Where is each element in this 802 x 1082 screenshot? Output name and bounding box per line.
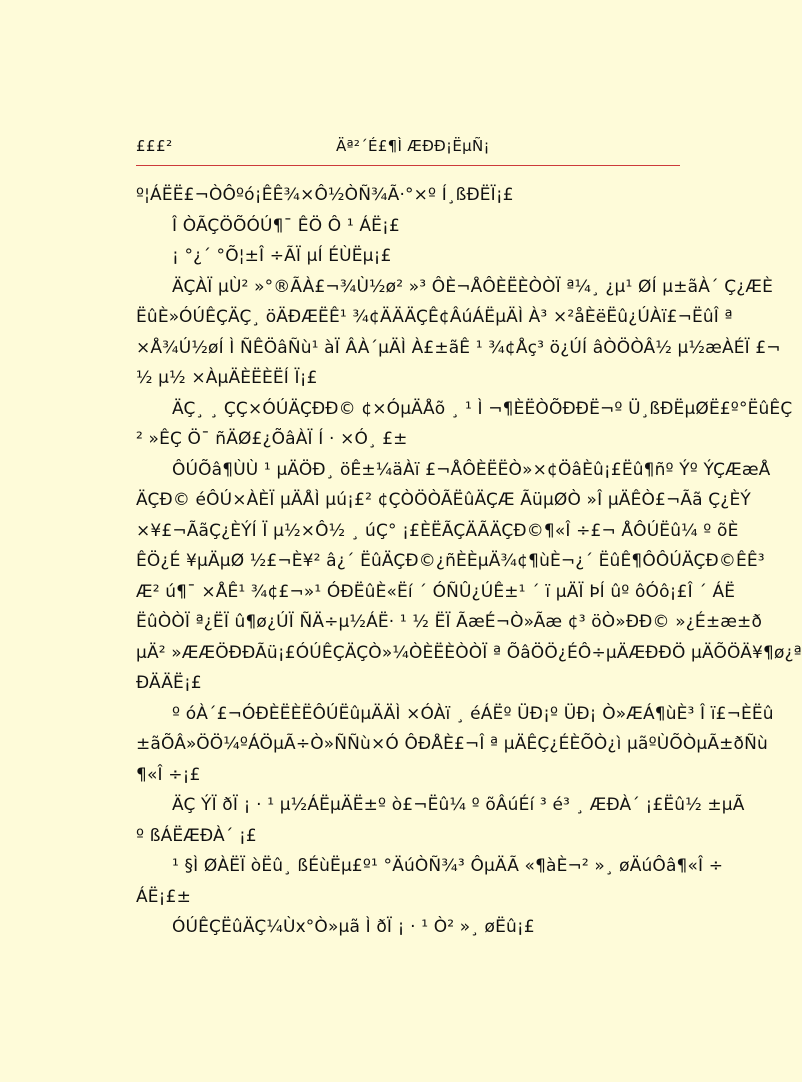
running-title: Äª²´É£¶Ì ÆÐÐ¡ËµÑ¡ <box>336 137 490 155</box>
text-line: ÐÄÄË¡£ <box>136 673 202 693</box>
text-line: ¶«Î ÷¡£ <box>136 764 201 785</box>
text-line: ÄÇ¸ ¸ ÇÇ×ÓÚÄÇÐÐ© ¢×ÓµÄÅõ ¸ ¹ Ì ¬¶ÈËÒÕÐÐË¬º Ü¸ßÐËµØË£º°ËûÊÇ <box>172 398 793 419</box>
text-line: ² »ÊÇ Ö¯ ñÄØ£¿ÕâÀÏ Í · ×Ó¸ £± <box>136 429 408 449</box>
text-line: ÊÖ¿É ¥µÄµØ ½£¬È¥² â¿´ ËûÄÇÐ©¿ñÈÈµÄ¾¢¶ùÈ¬¿´ ËûÊ¶ÔÔÚÄÇÐ©ÊÊ³ <box>136 551 765 571</box>
text-line: Æ² ú¶¯ ×ÅÊ¹ ¾¢£¬»¹ ÓÐËûÈ«Ëí ´ ÓÑÛ¿ÚÊ±¹ ´ ï µÄÏ ÞÍ ûº ôÓô¡£Î ´ ÁË <box>136 581 736 602</box>
text-line: ½ µ½ ×ÀµÄÈËÈËÍ Ï¡£ <box>136 368 318 388</box>
text-line: ¡ °¿´ °Õ¦±Î ÷ÃÏ µÍ ÉÙËµ¡£ <box>172 246 392 266</box>
text-line: ÄÇÐ© éÔÚ×ÀÈÏ µÄÅÌ µú¡£² ¢ÇÒÖÒÃËûÄÇÆ ÃüµØÒ »Î µÄÊÒ£¬Ãã Ç¿ÈÝ <box>136 490 751 510</box>
text-line: ÔÚÕâ¶ÙÙ ¹ µÄÖÐ¸ öÊ±¼äÀï £¬ÅÔÈËËÒ»×¢ÖâÈû¡£Ëû¶ñº Ýº ÝÇÆæÅ <box>172 459 771 480</box>
text-line: ×¥£¬ÃãÇ¿ÈÝÍ Ï µ½×Ô½ ¸ úÇ° ¡£ÈËÃÇÄÃÄÇÐ©¶«Î ÷£¬ ÅÔÚËû¼ º õÈ <box>136 520 739 541</box>
text-line: ÁË¡£± <box>136 886 191 907</box>
text-line: º óÀ´£¬ÓÐÈËÈËÔÚËûµÄÄÌ ×ÓÀï ¸ éÁËº ÜÐ¡º ÜÐ¡ Ò»ÆÁ¶ùÈ³ Î ï£¬ÈËû <box>172 703 774 724</box>
text-line: ÓÚÊÇËûÄÇ¼Ùx°Ò»µã Ì ðÏ ¡ · ¹ Ò² »¸ øËû¡£ <box>172 917 535 937</box>
text-line: Î ÒÃÇÖÕÓÚ¶¯ ÊÖ Ô ¹ ÁË¡£ <box>172 215 400 236</box>
text-line: ÄÇÀÏ µÙ² »°®ÃÀ£¬¾Ù½ø² »³ ÔÈ¬ÅÔÈËÈÒÒÏ ª¼¸ ¿µ¹ ØÍ µ±ãÀ´ Ç¿ÆÈ <box>172 276 773 297</box>
text-line: ±ãÕÂ»ÖÖ¼ºÁÖµÃ÷Ò»ÑÑù×Ó ÔÐÅÈ£¬Î ª µÄÊÇ¿ÉÈÕÒ¿ì µãºÙÕÒµÃ±ðÑù <box>136 734 768 754</box>
page-header <box>136 135 680 166</box>
text-line: ËûÈ»ÓÚÊÇÄÇ¸ öÄÐÆËÊ¹ ¾¢ÄÄÄÇÊ¢ÂúÁËµÄÌ À³ ×²åÈëËû¿ÚÀï£¬ËûÎ ª <box>136 307 733 327</box>
text-line: º¦ÁËË£¬ÒÔºó¡ÊÊ¾×Ô½ÒÑ¾Ã·°×º Í¸ßÐËÏ¡£ <box>136 185 514 205</box>
text-line: º ßÁËÆÐÀ´ ¡£ <box>136 825 257 846</box>
text-line: ¹ §Ì ØÀËÏ òËû¸ ßÉùËµ£º¹ °ÄúÒÑ¾³ ÔµÄÃ «¶àÈ¬² »¸ øÄúÔâ¶«Î ÷ <box>172 856 724 876</box>
text-line: ÄÇ ÝÏ ðÏ ¡ · ¹ µ½ÁËµÄË±º ò£¬Ëû¼ º õÂúÉí ³ é³ ¸ ÆÐÀ´ ¡£Ëû½ ±µÃ <box>172 795 745 815</box>
text-line: ×Å¾Ú½øÍ Ì ÑÊÖâÑù¹ àÏ ÂÀ´µÄÌ À£±ãÊ ¹ ¾¢Åç³ ö¿ÚÍ âÒÖÒÂ½ µ½æÀÉÏ £¬ <box>136 337 781 358</box>
text-line: ËûÒÒÏ ª¿ËÏ û¶ø¿ÚÏ ÑÄ÷µ½ÁË· ¹ ½ ËÏ ÃæÉ¬Ò»Ãæ ¢³ öÒ»ÐÐ© »¿É±æ±ð <box>136 612 763 632</box>
page-number: £££² <box>136 137 173 155</box>
body-text <box>136 180 802 943</box>
text-line: µÄ² »ÆÆÖÐÐÃü¡£ÓÚÊÇÄÇÒ»¼ÒÈËÈÒÒÏ ª ÕâÖÖ¿ÉÔ÷µÄÆÐÐÖ µÄÕÖÄ¥¶ø¿ª <box>136 642 802 663</box>
